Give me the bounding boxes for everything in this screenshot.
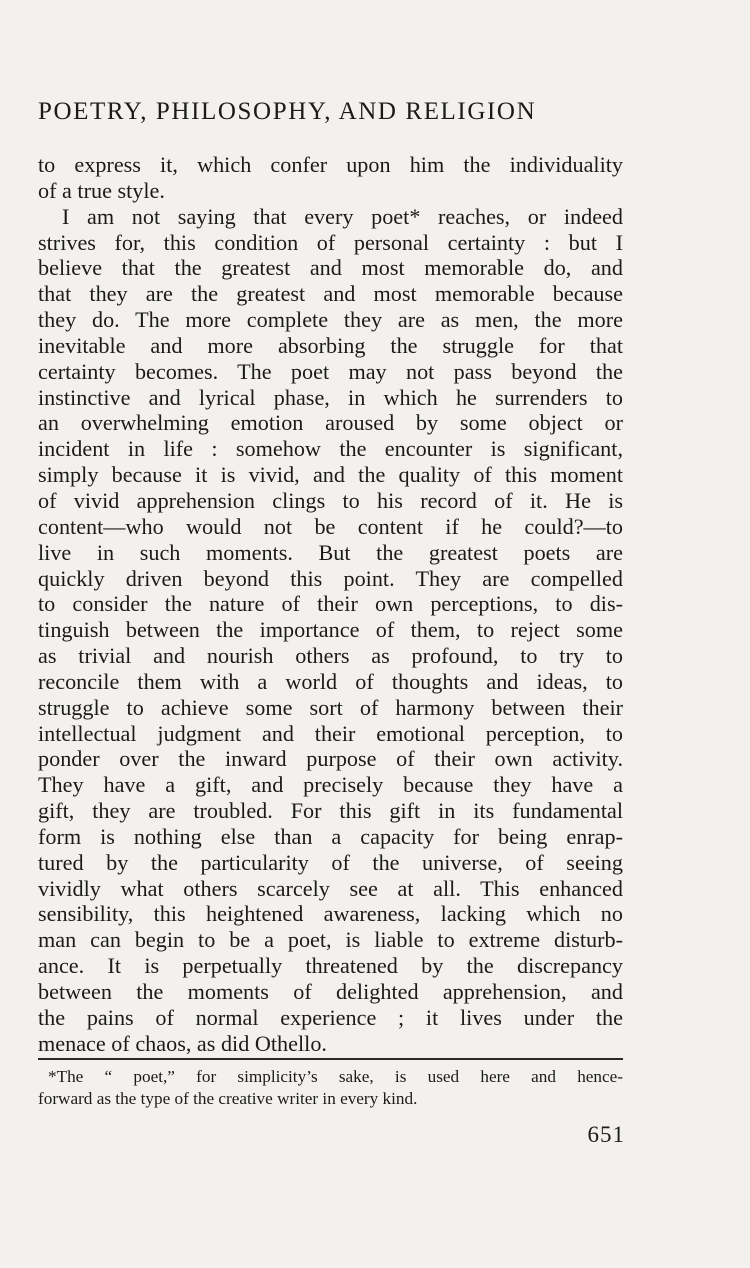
text-line: an overwhelming emotion aroused by some object or: [38, 410, 623, 436]
text-line: the pains of normal experience ; it lives under the: [38, 1004, 623, 1030]
text-line: ponder over the inward purpose of their own activity.: [38, 746, 623, 772]
text-line: tured by the particularity of the universe, of seeing: [38, 849, 623, 875]
text-line: I am not saying that every poet* reaches, or indeed: [62, 203, 623, 229]
text-line: live in such moments. But the greatest poets are: [38, 539, 623, 565]
text-line: to consider the nature of their own perceptions, to dis-: [38, 591, 623, 617]
text-line: They have a gift, and precisely because they have a: [38, 772, 623, 798]
footnote-line: *The “ poet,” for simplicity’s sake, is used here and hence-: [48, 1067, 623, 1086]
text-line: between the moments of delighted apprehension, and: [38, 979, 623, 1004]
text-line: of vivid apprehension clings to his record of it. He is: [38, 487, 623, 513]
text-line: believe that the greatest and most memorable do, and: [38, 255, 623, 281]
text-line: sensibility, this heightened awareness, lacking which no: [38, 901, 623, 927]
text-line: ance. It is perpetually threatened by the discrepancy: [38, 953, 623, 979]
text-line: struggle to achieve some sort of harmony between their: [38, 694, 623, 720]
text-line: menace of chaos, as did Othello.: [38, 1030, 327, 1056]
text-line: quickly driven beyond this point. They are compelled: [38, 565, 623, 591]
text-line: intellectual judgment and their emotional perception, to: [38, 720, 623, 746]
body-text: [38, 152, 623, 1057]
text-line: gift, they are troubled. For this gift in its fundamental: [38, 798, 623, 824]
text-line: instinctive and lyrical phase, in which he surrenders to: [38, 384, 623, 410]
text-line: form is nothing else than a capacity for being enrap-: [38, 823, 623, 849]
footnote-line: forward as the type of the creative writer in every kind.: [38, 1089, 418, 1108]
text-line: man can begin to be a poet, is liable to extreme disturb-: [38, 927, 623, 953]
text-line: tinguish between the importance of them, to reject some: [38, 617, 623, 643]
footnote: [38, 1066, 623, 1110]
text-line: that they are the greatest and most memorable because: [38, 281, 623, 307]
running-head: POETRY, PHILOSOPHY, AND RELIGION: [38, 98, 537, 125]
page-number: 651: [587, 1122, 625, 1147]
text-line: to express it, which confer upon him the individuality: [38, 152, 623, 177]
text-line: reconcile them with a world of thoughts and ideas, to: [38, 668, 623, 694]
text-line: content—who would not be content if he could?—to: [38, 513, 623, 539]
text-line: incident in life : somehow the encounter is significant,: [38, 436, 623, 462]
text-line: strives for, this condition of personal certainty : but I: [38, 229, 623, 255]
text-line: as trivial and nourish others as profound, to try to: [38, 643, 623, 669]
text-line: vividly what others scarcely see at all. This enhanced: [38, 875, 623, 901]
text-line: simply because it is vivid, and the quality of this moment: [38, 462, 623, 488]
footnote-divider: [38, 1058, 623, 1060]
text-line: certainty becomes. The poet may not pass beyond the: [38, 358, 623, 384]
text-line: of a true style.: [38, 177, 165, 203]
text-line: inevitable and more absorbing the struggle for that: [38, 332, 623, 358]
text-line: they do. The more complete they are as men, the more: [38, 307, 623, 333]
